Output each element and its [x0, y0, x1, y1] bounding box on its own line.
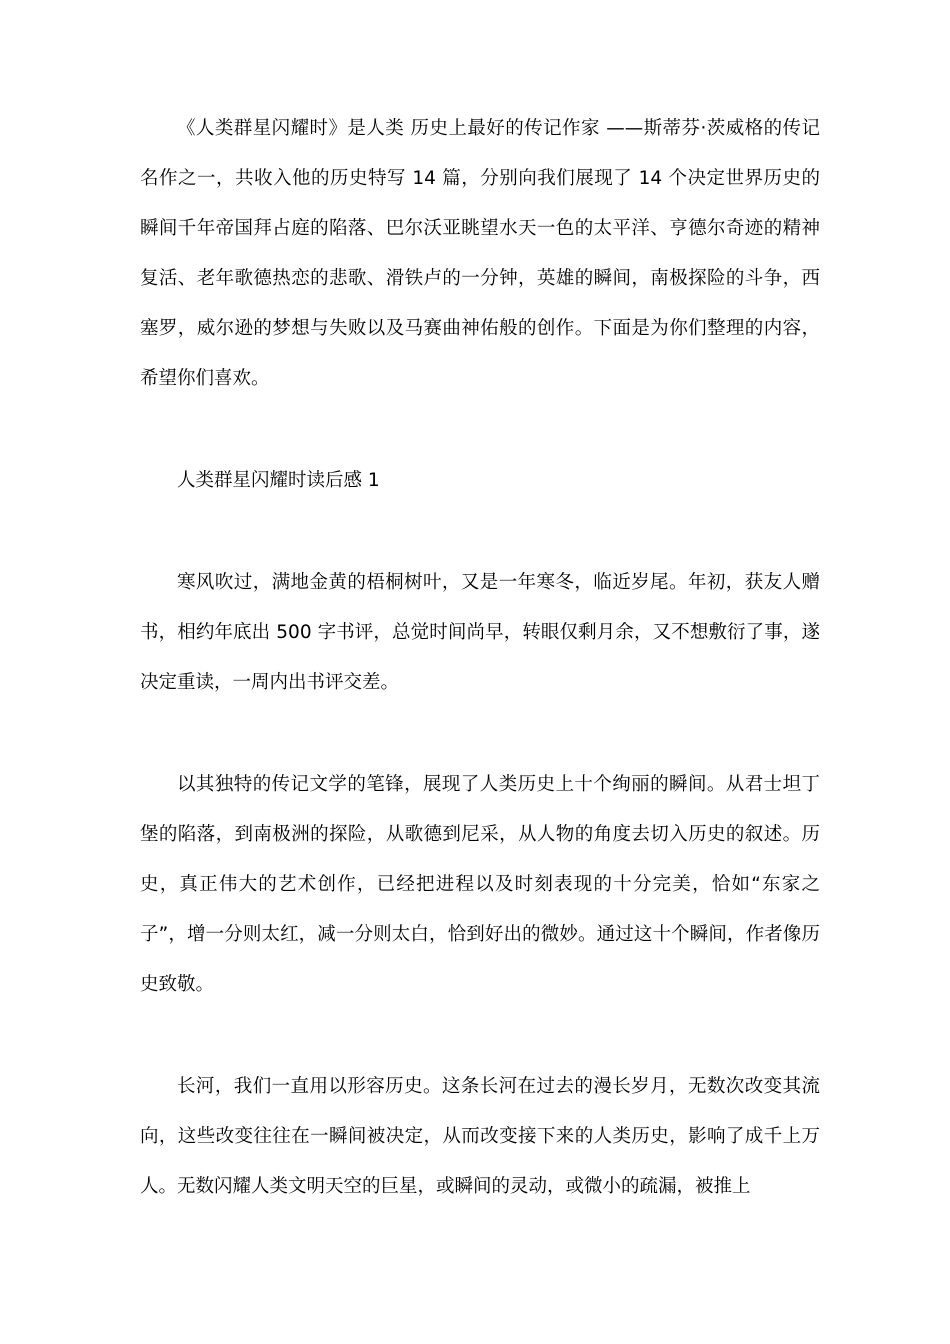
section-heading: 人类群星闪耀时读后感 1 [177, 470, 380, 491]
spacer [140, 506, 820, 558]
body-paragraph-2: 以其独特的传记文学的笔锋，展现了人类历史上十个绚丽的瞬间。从君士坦丁堡的陷落，到南极洲的探险，从歌德到尼采，从人物的角度去切入历史的叙述。历史，真正伟大的艺术创作，已经把进程以及时刻表现的十分完美，恰如“东家之子”，增一分则太红，减一分则太白，恰到好出的微妙。通过这十个瞬间，作者像历史致敬。 [140, 774, 820, 995]
spacer [140, 708, 820, 760]
document-page [140, 104, 820, 1212]
intro-paragraph: 《人类群星闪耀时》是人类 历史上最好的传记作家 ——斯蒂芬·茨威格的传记名作之一，共收入他的历史特写 14 篇，分别向我们展现了 14 个决定世界历史的瞬间千年帝国拜占庭的陷落、巴尔沃亚眺望水天一色的太平洋、亨德尔奇迹的精神复活、老年歌德热恋的悲歌、滑铁卢的一分钟，英雄的瞬间，南极探险的斗争，西塞罗，威尔逊的梦想与失败以及马赛曲神佑般的创作。下面是为你们整理的内容，希望你们喜欢。 [140, 118, 820, 389]
body-paragraph-1: 寒风吹过，满地金黄的梧桐树叶，又是一年寒冬，临近岁尾。年初，获友人赠书，相约年底出 500 字书评，总觉时间尚早，转眼仅剩月余，又不想敷衍了事，遂决定重读，一周内出书评交差。 [140, 572, 820, 693]
body-paragraph-3: 长河，我们一直用以形容历史。这条长河在过去的漫长岁月，无数次改变其流向，这些改变往往在一瞬间被决定，从而改变接下来的人类历史，影响了成千上万人。无数闪耀人类文明天空的巨星，或瞬间的灵动，或微小的疏漏，被推上 [140, 1076, 820, 1197]
spacer [140, 404, 820, 456]
spacer [140, 1010, 820, 1062]
